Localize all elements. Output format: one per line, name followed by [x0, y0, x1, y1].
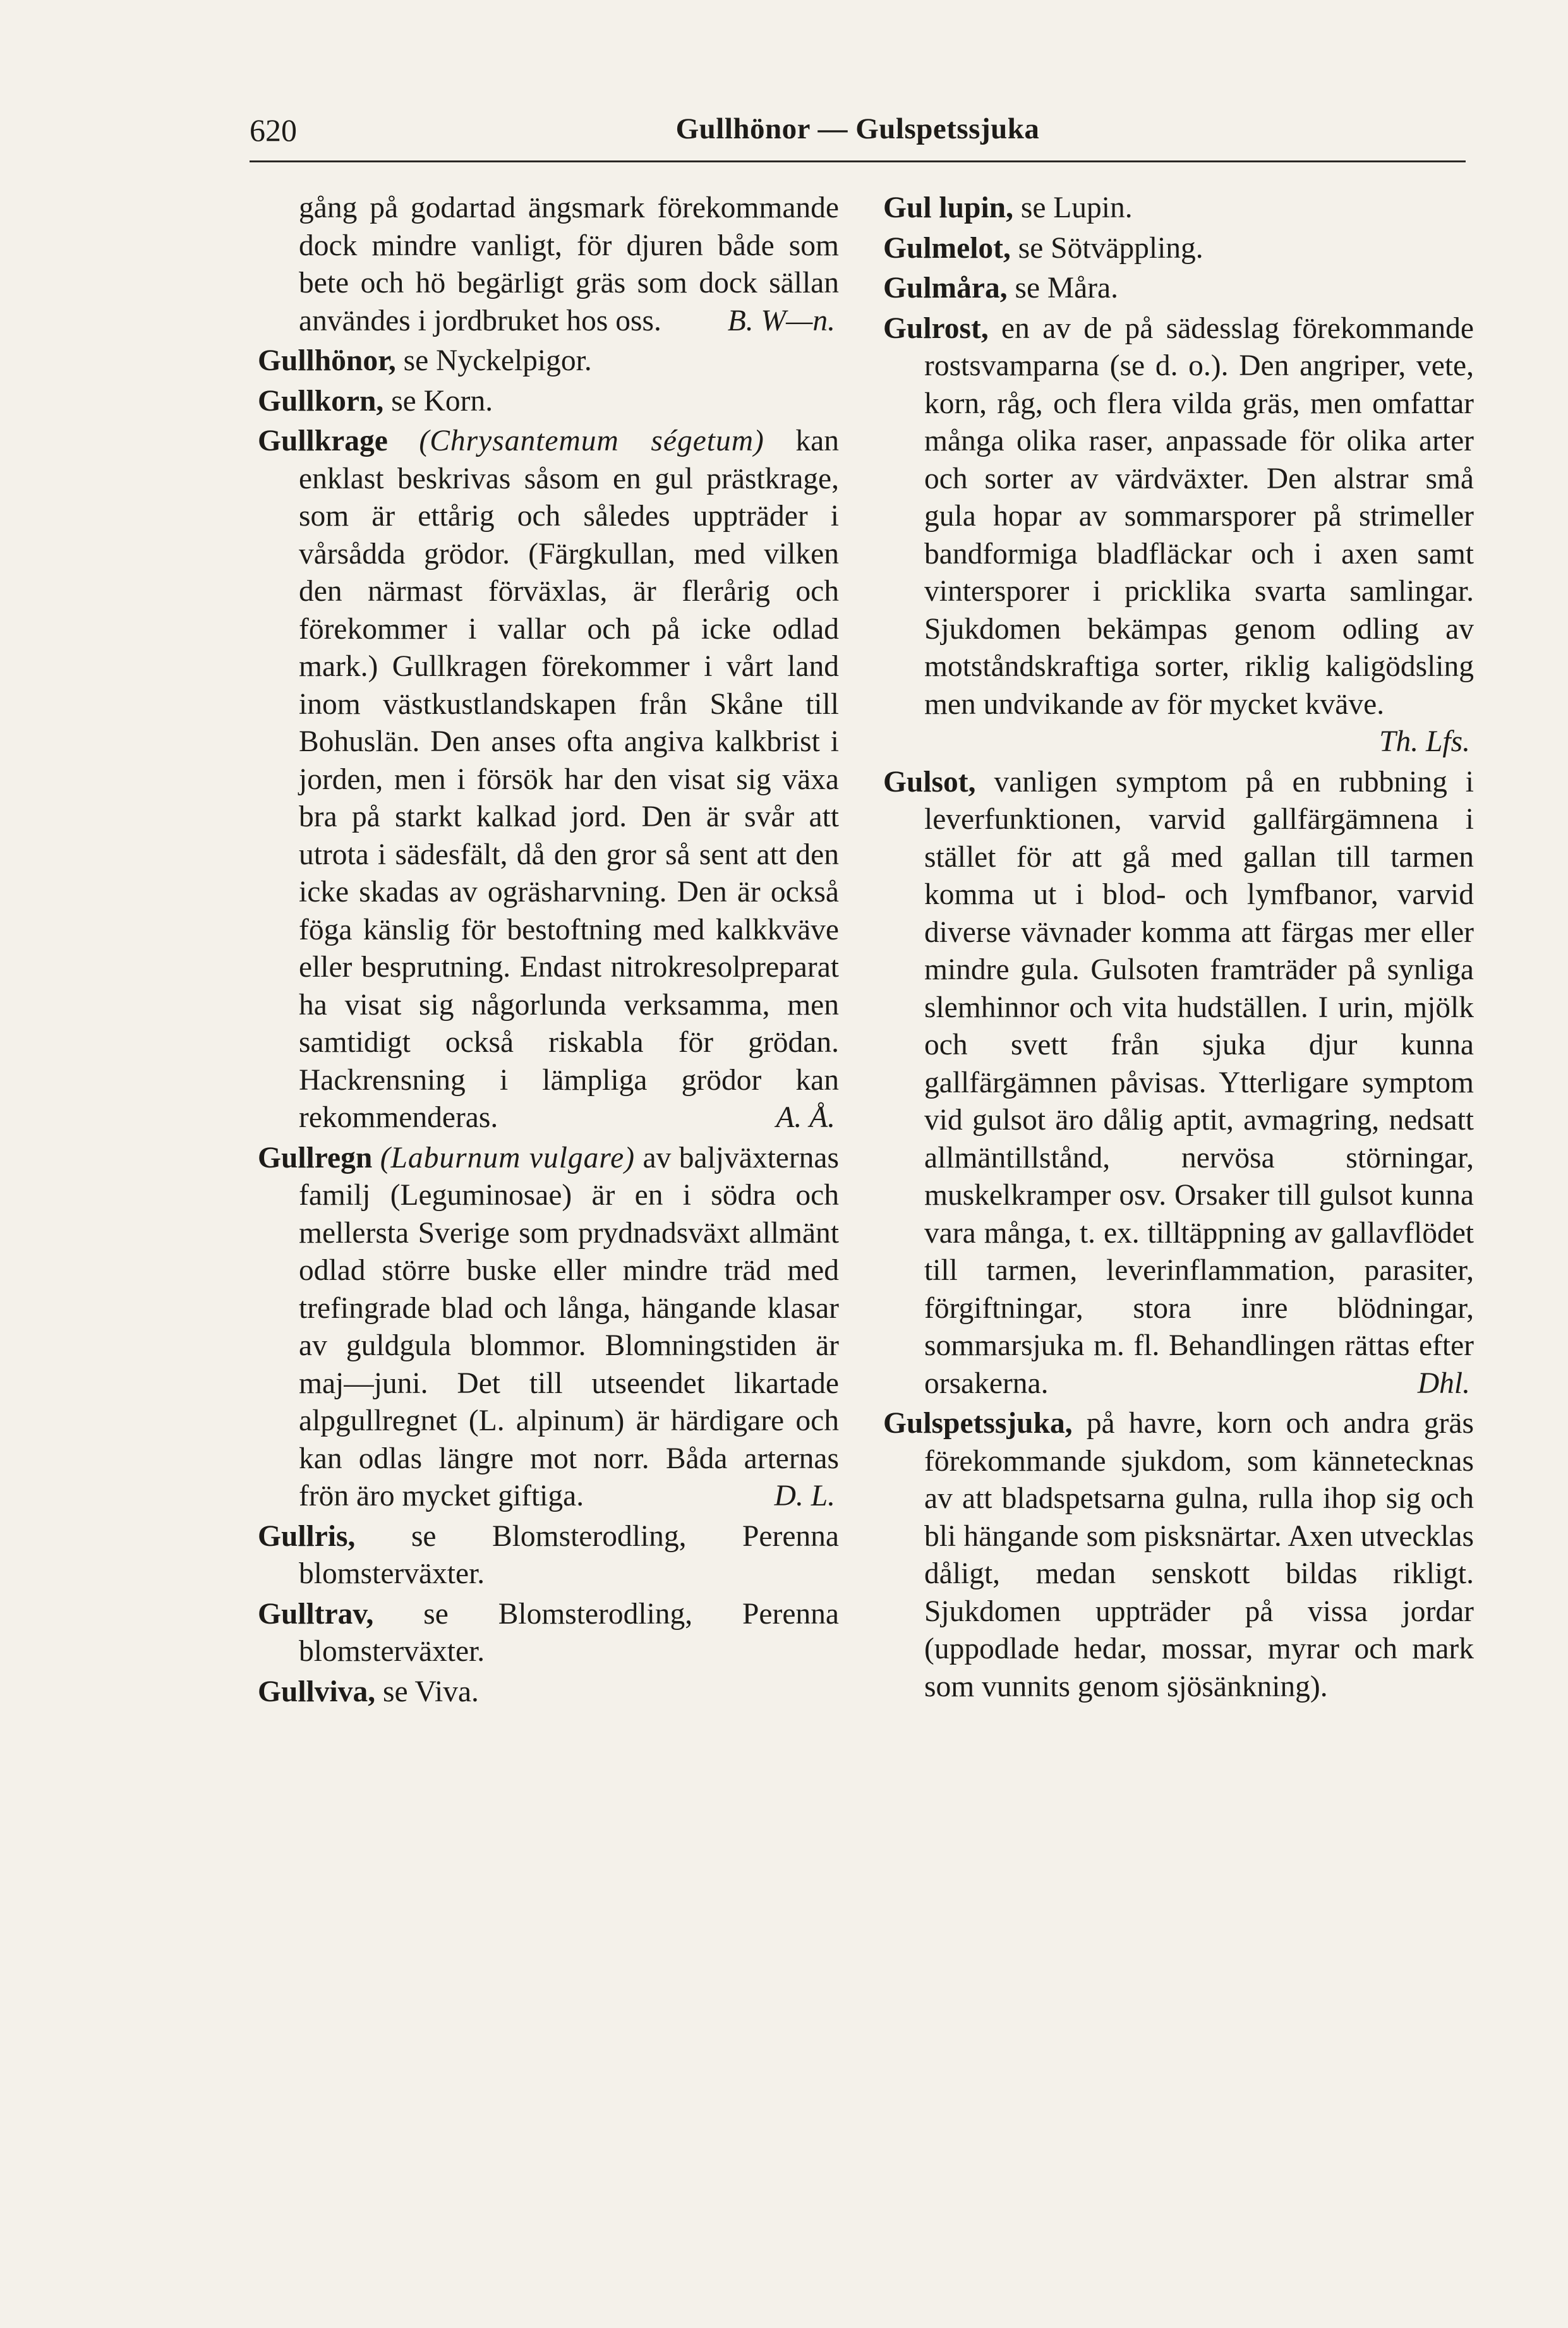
entry-headword: Gulsot, [883, 765, 976, 799]
entry-text: vanligen symptom på en rubbning i leverfunktionen, varvid gallfärgämnena i stället för att gå med gallan till tarmen komma ut i blod- och lymfbanor, varvid diverse vävnader komma att färgas mer eller mindre gula. Gulsoten framträder på synliga slemhinnor och vita hudställen. I urin, mjölk och svett från sjuka djur kunna gallfärgämnen påvisas. Ytterligare symptom vid gulsot äro dålig aptit, avmagring, nedsatt allmäntillstånd, nervösa störningar, muskelkramper osv. Orsaker till gulsot kunna vara många, t. ex. tilltäppning av gallavflödet till tarmen, leverinflammation, parasiter, förgiftningar, stora inre blödningar, sommarsjuka m. fl. Behandlingen rättas efter orsakerna. [924, 765, 1474, 1400]
entry-headword: Gullris, [258, 1519, 356, 1553]
entry-headword: Gullregn [258, 1141, 373, 1174]
entry-text: kan enklast beskrivas såsom en gul prästkrage, som är ettårig och således uppträder i vårsådda grödor. (Färgkullan, med vilken den närmast förväxlas, är flerårig och förekommer i vallar och på icke odlad mark.) Gullkragen förekommer i vårt land inom västkustlandskapen från Skåne till Bohuslän. Den anses ofta angiva kalkbrist i jorden, men i försök har den visat sig växa bra på starkt kalkad jord. Den är svår att utrota i sädesfält, då den gror så sent att den icke skadas av ogräsharvning. Den är också föga känslig för bestoftning med kalkkväve eller besprutning. Endast nitrokresolpreparat ha visat sig någorlunda verksamma, men samtidigt också riskabla för grödan. Hackrensning i lämpliga grödor kan rekommenderas. [299, 425, 839, 1134]
entry-author-signature: Dhl. [1417, 1366, 1470, 1400]
header-rule [250, 160, 1466, 162]
entry-text: se Sötväppling. [1010, 231, 1203, 265]
right-column [883, 190, 1474, 1708]
page-number: 620 [250, 112, 297, 148]
dictionary-entry [258, 1518, 839, 1593]
entry-text: gång på godartad ängsmark förekommande dock mindre vanligt, för djuren både som bete och hö begärligt gräs som dock sällan användes i jordbruket hos oss. [299, 191, 839, 337]
entry-author-signature: D. L. [774, 1480, 835, 1512]
entry-text: se Blomsterodling, Perenna blomsterväxter. [299, 1519, 839, 1590]
dictionary-entry [883, 230, 1474, 268]
dictionary-entry [258, 1140, 839, 1516]
entry-author-signature: Th. Lfs. [1379, 725, 1470, 758]
entry-text: på havre, korn och andra gräs förekommande sjukdom, som kännetecknas av att bladspetsarna gulna, rulla ihop sig och bli hängande som pisksnärtar. Axen utvecklas dåligt, medan senskott bildas rikligt. Sjukdomen uppträder på vissa jordar (uppodlade hedar, mossar, myrar och mark som vunnits genom sjösänkning). [924, 1407, 1474, 1703]
entry-headword: Gulmåra, [883, 272, 1008, 305]
entry-text: se Nyckelpigor. [395, 344, 592, 377]
entry-text: se Måra. [1007, 272, 1119, 305]
left-column [258, 190, 839, 1713]
entry-author-signature: B. W—n. [727, 304, 835, 337]
entry-latin-name: (Chrysantemum ségetum) [419, 425, 764, 457]
entry-text: se Blomsterodling, Perenna blomsterväxter. [299, 1597, 839, 1668]
dictionary-entry [258, 342, 839, 380]
dictionary-entry [883, 190, 1474, 227]
entry-text: av baljväxternas familj (Leguminosae) är en i södra och mellersta Sverige som prydnadsväxt allmänt odlad större buske eller mindre träd med trefingrade blad och långa, hängande klasar av guldgula blommor. Blomningstiden är maj—juni. Det till utseendet likartade alpgullregnet (L. alpinum) är härdigare och kan odlas längre mot norr. Båda arternas frön äro mycket giftiga. [299, 1141, 840, 1512]
dictionary-entry [258, 423, 839, 1137]
dictionary-entry [258, 1596, 839, 1671]
entry-headword: Gulltrav, [258, 1597, 374, 1631]
page-header [250, 104, 1466, 161]
dictionary-entry [883, 764, 1474, 1403]
entry-headword: Gullhönor, [258, 344, 396, 377]
entry-headword: Gullkrage [258, 425, 388, 457]
entry-text: se Korn. [383, 384, 493, 418]
dictionary-entry [258, 1674, 839, 1711]
entry-headword: Gul lupin, [883, 191, 1013, 224]
entry-headword: Gullviva, [258, 1675, 376, 1708]
entry-headword: Gulrost, [883, 311, 989, 345]
entry-text: en av de på sädesslag förekommande rostsvamparna (se d. o.). Den angriper, vete, korn, råg, och flera vilda gräs, men omfattar många olika raser, anpassade för olika arter och sorter av värdväxter. Den alstrar små gula hopar av sommarsporer på strimeller bandformiga bladfläckar och i axen samt vintersporer i pricklika svarta samlingar. Sjukdomen bekämpas genom odling av motståndskraftiga sorter, riklig kaligödsling men undvikande av för mycket kväve. [924, 311, 1474, 721]
entry-headword: Gulspetssjuka, [883, 1407, 1073, 1440]
entry-latin-name: (Laburnum vulgare) [380, 1141, 636, 1174]
dictionary-entry [258, 190, 839, 340]
dictionary-entry [883, 1405, 1474, 1706]
entry-author-signature: A. Å. [776, 1101, 835, 1134]
running-head: Gullhönor — Gulspetssjuka [675, 112, 1040, 145]
entry-headword: Gulmelot, [883, 231, 1011, 265]
entry-text: se Lupin. [1013, 191, 1133, 224]
entry-headword: Gullkorn, [258, 384, 384, 418]
dictionary-entry [883, 310, 1474, 761]
dictionary-entry [883, 270, 1474, 308]
dictionary-entry [258, 383, 839, 421]
entry-text: se Viva. [375, 1675, 479, 1708]
